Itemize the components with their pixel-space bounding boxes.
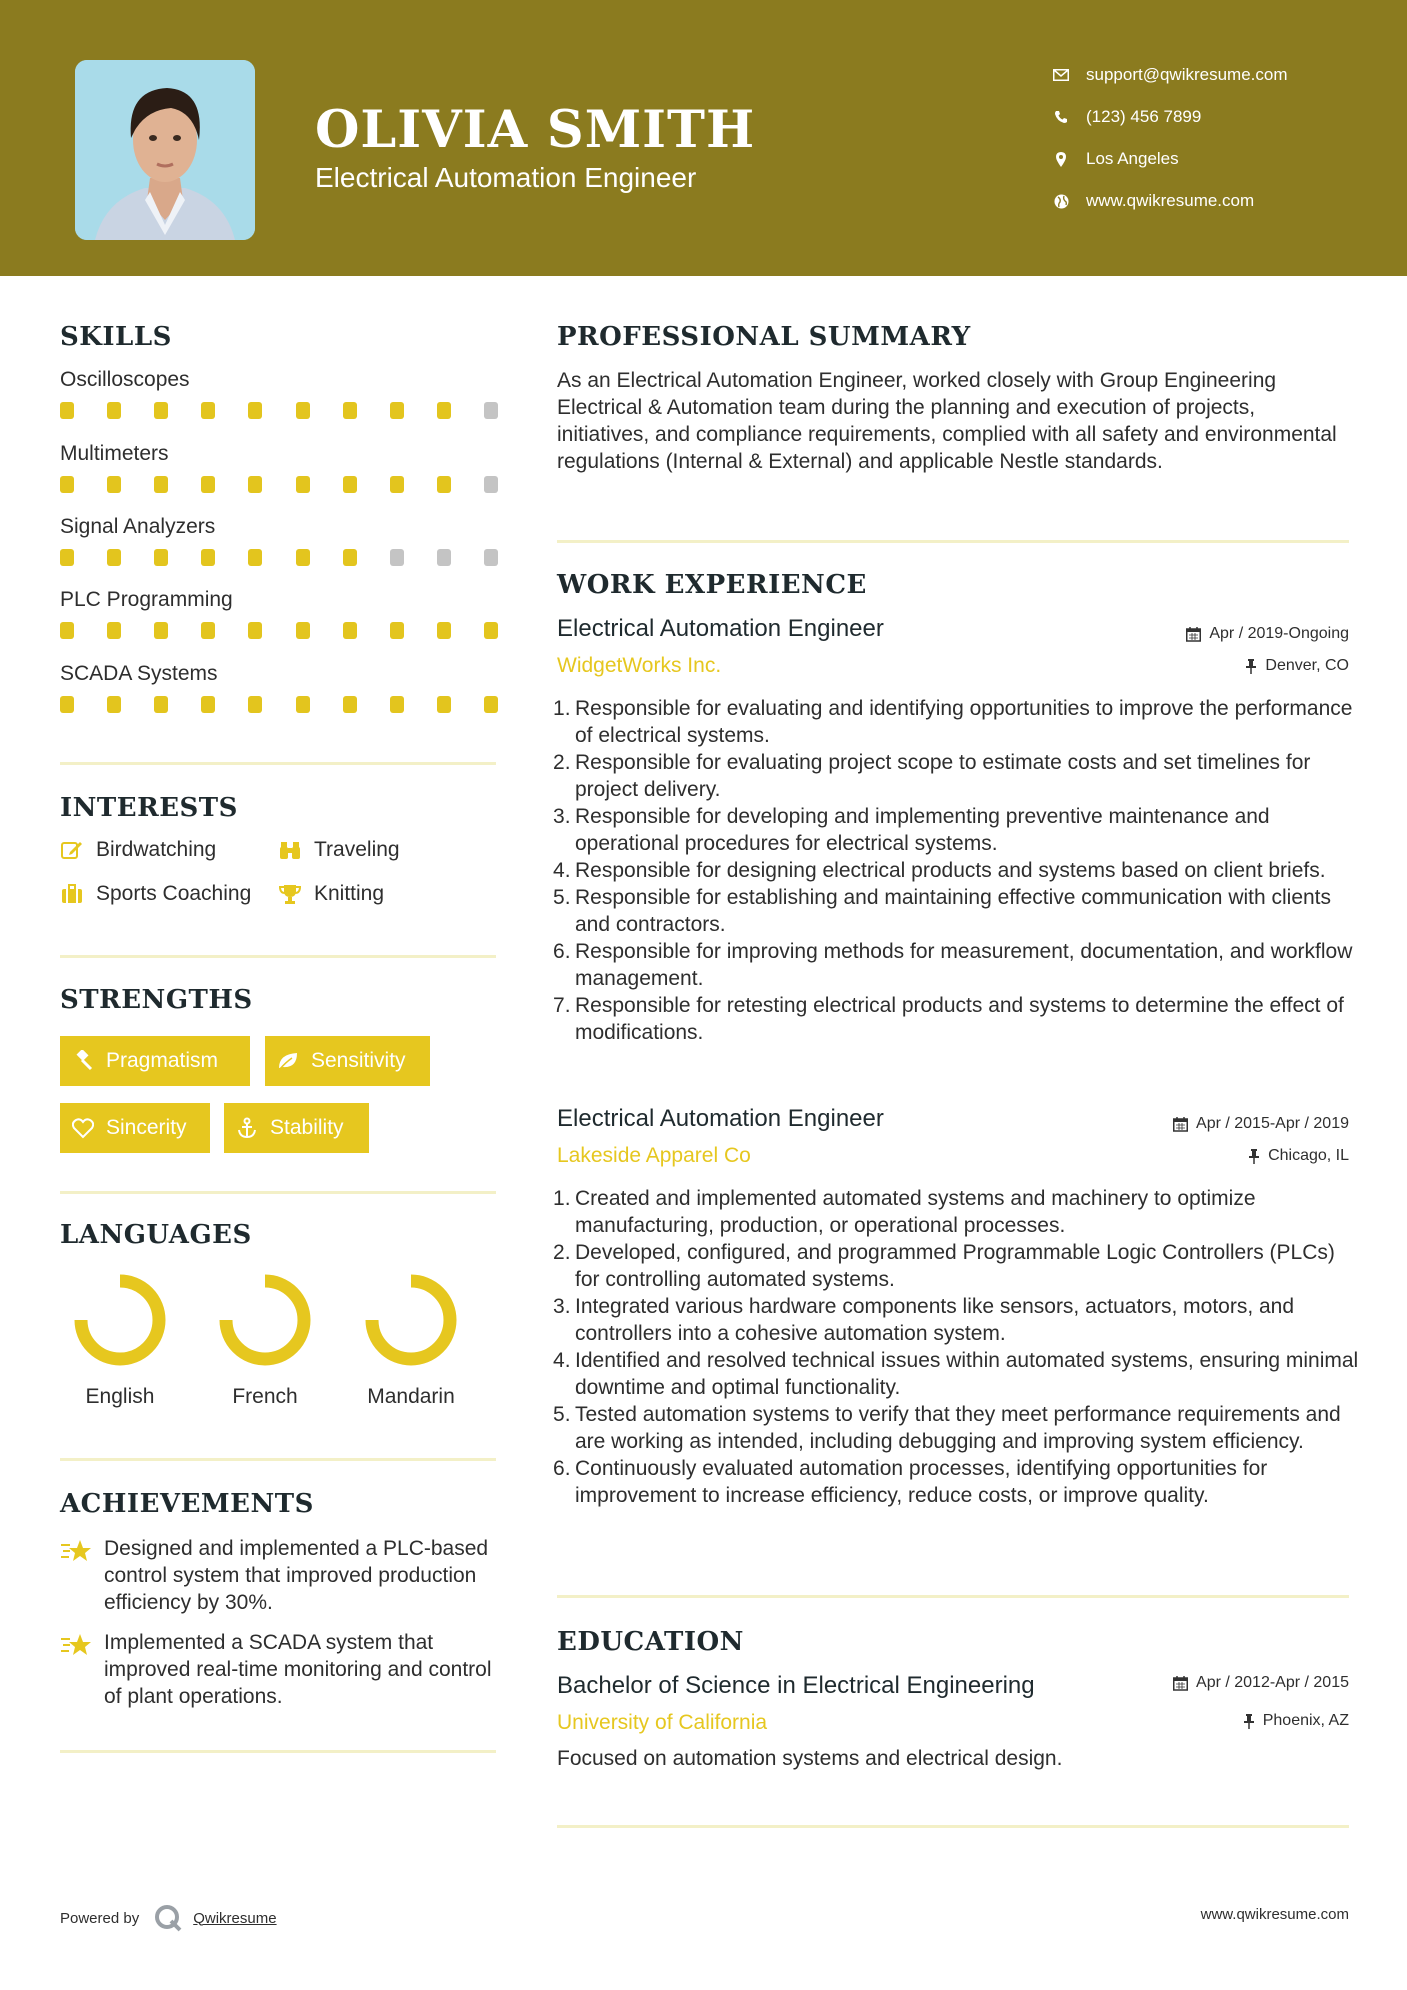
contact-location — [1050, 138, 1288, 180]
calendar-icon — [1173, 1117, 1188, 1132]
powered-by — [60, 1903, 277, 1933]
contact-email-text: support@qwikresume.com — [1086, 65, 1288, 84]
skill-dot-empty — [484, 476, 498, 493]
candidate-name: OLIVIA SMITH — [315, 100, 756, 160]
skill-dot-filled — [390, 696, 404, 713]
achievements-heading: ACHIEVEMENTS — [60, 1489, 314, 1519]
skill-rating — [60, 622, 498, 639]
skill-item — [60, 662, 500, 713]
skill-item — [60, 588, 500, 639]
achievement-text: Designed and implemented a PLC-based control system that improved production efficiency by 30%. — [104, 1537, 489, 1614]
skill-dot-filled — [343, 476, 357, 493]
education-description: Focused on automation systems and electrical design. — [557, 1747, 1063, 1770]
job-responsibilities — [557, 695, 1365, 1046]
skill-dot-filled — [107, 696, 121, 713]
job-location-text: Denver, CO — [1265, 657, 1349, 674]
skill-rating — [60, 402, 498, 419]
skill-dot-filled — [248, 622, 262, 639]
responsibility-item: Responsible for establishing and maintaining effective communication with clients and contractors. — [575, 886, 1332, 936]
contact-list — [1050, 54, 1288, 222]
skill-dot-empty — [484, 402, 498, 419]
skill-label: Multimeters — [60, 442, 169, 465]
skill-item — [60, 515, 500, 566]
globe-icon — [1050, 194, 1072, 209]
experience-heading: WORK EXPERIENCE — [557, 570, 867, 600]
job-dates-text: Apr / 2015-Apr / 2019 — [1196, 1115, 1349, 1132]
skill-dot-filled — [248, 696, 262, 713]
strength-label: Sensitivity — [311, 1049, 406, 1072]
skill-dot-filled — [296, 622, 310, 639]
language-level-ring — [73, 1273, 167, 1367]
language-level-ring — [364, 1273, 458, 1367]
skill-dot-filled — [437, 476, 451, 493]
languages-heading: LANGUAGES — [60, 1220, 252, 1250]
leaf-icon — [277, 1050, 299, 1072]
education-dates — [1173, 1674, 1349, 1692]
responsibility-item: Identified and resolved technical issues within automated systems, ensuring minimal downtime and optimal functionality. — [575, 1349, 1359, 1399]
section-divider — [60, 1750, 496, 1753]
qwikresume-logo-icon — [153, 1903, 183, 1933]
calendar-icon — [1173, 1676, 1188, 1691]
candidate-title: Electrical Automation Engineer — [315, 162, 697, 193]
skill-dot-filled — [201, 696, 215, 713]
language-label: Mandarin — [367, 1385, 455, 1408]
skill-rating — [60, 696, 498, 713]
degree-title: Bachelor of Science in Electrical Engineering — [557, 1672, 1035, 1699]
skill-dot-empty — [484, 549, 498, 566]
strengths-heading: STRENGTHS — [60, 985, 253, 1015]
skill-dot-filled — [60, 402, 74, 419]
profile-photo — [75, 60, 255, 240]
interest-item — [60, 882, 251, 906]
skill-dot-filled — [437, 696, 451, 713]
contact-location-text: Los Angeles — [1086, 149, 1179, 168]
job-location-text: Chicago, IL — [1268, 1147, 1349, 1164]
job-dates — [1173, 1115, 1349, 1133]
binoculars-icon — [278, 838, 302, 862]
language-label: French — [232, 1385, 298, 1408]
skill-dot-filled — [107, 402, 121, 419]
anchor-icon — [236, 1117, 258, 1139]
skill-dot-filled — [60, 549, 74, 566]
pushpin-icon — [1248, 1149, 1260, 1164]
interest-item — [278, 838, 400, 862]
language-level-arc — [226, 1281, 304, 1359]
company-name: Lakeside Apparel Co — [557, 1144, 751, 1167]
skill-dot-empty — [390, 549, 404, 566]
skill-dot-filled — [343, 402, 357, 419]
skill-dot-filled — [343, 696, 357, 713]
skill-dot-filled — [343, 549, 357, 566]
skill-dot-filled — [248, 476, 262, 493]
section-divider — [557, 540, 1349, 543]
skill-rating — [60, 476, 498, 493]
section-divider — [60, 1191, 496, 1194]
heart-icon — [72, 1117, 94, 1139]
skill-dot-filled — [248, 402, 262, 419]
skill-dot-filled — [296, 696, 310, 713]
interest-item — [278, 882, 384, 906]
contact-phone-text: (123) 456 7899 — [1086, 107, 1202, 126]
skill-dot-filled — [437, 622, 451, 639]
footer-url[interactable]: www.qwikresume.com — [1200, 1906, 1349, 1923]
skill-label: SCADA Systems — [60, 662, 218, 685]
skill-item — [60, 368, 500, 419]
company-name: WidgetWorks Inc. — [557, 654, 722, 677]
job-title: Electrical Automation Engineer — [557, 1105, 884, 1132]
language-item — [55, 1273, 185, 1409]
job-responsibilities — [557, 1185, 1365, 1509]
skill-dot-filled — [154, 549, 168, 566]
skill-item — [60, 442, 500, 493]
responsibility-item: Created and implemented automated systems and machinery to optimize manufacturing, production, or operational processes. — [575, 1187, 1256, 1237]
responsibility-item: Tested automation systems to verify that they meet performance requirements and are working as intended, including debugging and improving system efficiency. — [575, 1403, 1341, 1453]
contact-website-text: www.qwikresume.com — [1086, 191, 1255, 210]
responsibility-item: Responsible for evaluating and identifying opportunities to improve the performance of electrical systems. — [575, 697, 1353, 747]
calendar-icon — [1186, 627, 1201, 642]
phone-icon — [1050, 110, 1072, 124]
strength-label: Pragmatism — [106, 1049, 219, 1072]
star-icon — [60, 1629, 94, 1710]
skill-dot-filled — [201, 622, 215, 639]
pushpin-icon — [1245, 659, 1257, 674]
education-location — [1243, 1712, 1349, 1730]
job-dates-text: Apr / 2019-Ongoing — [1209, 625, 1349, 642]
gavel-icon — [72, 1050, 94, 1072]
skill-dot-filled — [343, 622, 357, 639]
skill-dot-filled — [201, 549, 215, 566]
skill-dot-filled — [390, 476, 404, 493]
interest-label: Traveling — [314, 838, 400, 861]
contact-website[interactable] — [1050, 180, 1288, 222]
education-location-text: Phoenix, AZ — [1262, 1712, 1349, 1729]
interests-heading: INTERESTS — [60, 793, 238, 823]
map-pin-icon — [1050, 152, 1072, 167]
language-item — [346, 1273, 476, 1409]
strength-badge — [265, 1036, 430, 1086]
strength-badge — [224, 1103, 369, 1153]
skill-dot-filled — [60, 622, 74, 639]
skill-dot-filled — [484, 622, 498, 639]
job-dates — [1186, 625, 1349, 643]
strength-badge — [60, 1036, 250, 1086]
skill-dot-filled — [107, 476, 121, 493]
section-divider — [60, 1458, 496, 1461]
skill-dot-filled — [248, 549, 262, 566]
responsibility-item: Responsible for developing and implementing preventive maintenance and operational procedures for electrical systems. — [575, 805, 1270, 855]
skill-dot-empty — [437, 549, 451, 566]
skill-dot-filled — [107, 622, 121, 639]
skill-dot-filled — [296, 549, 310, 566]
section-divider — [557, 1825, 1349, 1828]
trophy-icon — [278, 882, 302, 906]
skills-heading: SKILLS — [60, 322, 172, 352]
powered-by-label: Powered by — [60, 1909, 140, 1927]
language-level-arc — [372, 1281, 450, 1359]
responsibility-item: Integrated various hardware components like sensors, actuators, motors, and controllers into a cohesive automation system. — [575, 1295, 1295, 1345]
contact-email[interactable] — [1050, 54, 1288, 96]
summary-heading: PROFESSIONAL SUMMARY — [557, 322, 971, 352]
school-name: University of California — [557, 1711, 768, 1734]
skill-dot-filled — [154, 402, 168, 419]
job-location — [1248, 1147, 1349, 1165]
pencil-edit-icon — [60, 838, 84, 862]
skill-dot-filled — [437, 402, 451, 419]
job-title: Electrical Automation Engineer — [557, 615, 884, 642]
responsibility-item: Developed, configured, and programmed Programmable Logic Controllers (PLCs) for controlling automated systems. — [575, 1241, 1335, 1291]
star-icon — [60, 1535, 94, 1616]
skill-label: Oscilloscopes — [60, 368, 190, 391]
responsibility-item: Responsible for evaluating project scope to estimate costs and set timelines for project delivery. — [575, 751, 1311, 801]
skill-dot-filled — [484, 696, 498, 713]
skill-dot-filled — [201, 402, 215, 419]
job-location — [1245, 657, 1349, 675]
pushpin-icon — [1243, 1714, 1255, 1729]
interest-label: Birdwatching — [96, 838, 217, 861]
responsibility-item: Responsible for designing electrical products and systems based on client briefs. — [575, 859, 1326, 882]
summary-text: As an Electrical Automation Engineer, worked closely with Group Engineering Electrical & Automation team during the planning and execution of projects, initiatives, and compliance requirements, complied with all safety and environmental regulations (Internal & External) and applicable Nestle standards. — [557, 369, 1337, 473]
qwikresume-link[interactable]: Qwikresume — [193, 1909, 277, 1927]
strength-label: Stability — [270, 1116, 344, 1139]
interest-item — [60, 838, 216, 862]
briefcase-icon — [60, 882, 84, 906]
section-divider — [557, 1595, 1349, 1598]
language-level-ring — [218, 1273, 312, 1367]
skill-dot-filled — [60, 476, 74, 493]
language-item — [200, 1273, 330, 1409]
education-heading: EDUCATION — [557, 1627, 744, 1657]
interest-label: Sports Coaching — [96, 882, 252, 905]
achievement-item — [60, 1629, 500, 1710]
achievement-item — [60, 1535, 500, 1616]
skill-dot-filled — [154, 622, 168, 639]
language-label: English — [85, 1385, 155, 1408]
skill-label: Signal Analyzers — [60, 515, 216, 538]
skill-dot-filled — [107, 549, 121, 566]
envelope-icon — [1050, 69, 1072, 81]
strength-label: Sincerity — [106, 1116, 187, 1139]
achievement-text: Implemented a SCADA system that improved real-time monitoring and control of plant operations. — [104, 1631, 492, 1708]
skill-dot-filled — [60, 696, 74, 713]
interest-label: Knitting — [314, 882, 385, 905]
section-divider — [60, 955, 496, 958]
skill-dot-filled — [390, 622, 404, 639]
education-dates-text: Apr / 2012-Apr / 2015 — [1196, 1674, 1349, 1691]
section-divider — [60, 762, 496, 765]
skill-dot-filled — [390, 402, 404, 419]
resume-header — [0, 0, 1407, 276]
contact-phone[interactable] — [1050, 96, 1288, 138]
responsibility-item: Responsible for retesting electrical products and systems to determine the effect of modifications. — [575, 994, 1344, 1044]
strength-badge — [60, 1103, 210, 1153]
skill-dot-filled — [201, 476, 215, 493]
responsibility-item: Responsible for improving methods for measurement, documentation, and workflow management. — [575, 940, 1353, 990]
responsibility-item: Continuously evaluated automation processes, identifying opportunities for improvement to increase efficiency, reduce costs, or improve quality. — [575, 1457, 1268, 1507]
skill-dot-filled — [296, 476, 310, 493]
skill-dot-filled — [154, 696, 168, 713]
skill-label: PLC Programming — [60, 588, 233, 611]
language-level-arc — [81, 1281, 159, 1359]
skill-dot-filled — [296, 402, 310, 419]
skill-rating — [60, 549, 498, 566]
skill-dot-filled — [154, 476, 168, 493]
